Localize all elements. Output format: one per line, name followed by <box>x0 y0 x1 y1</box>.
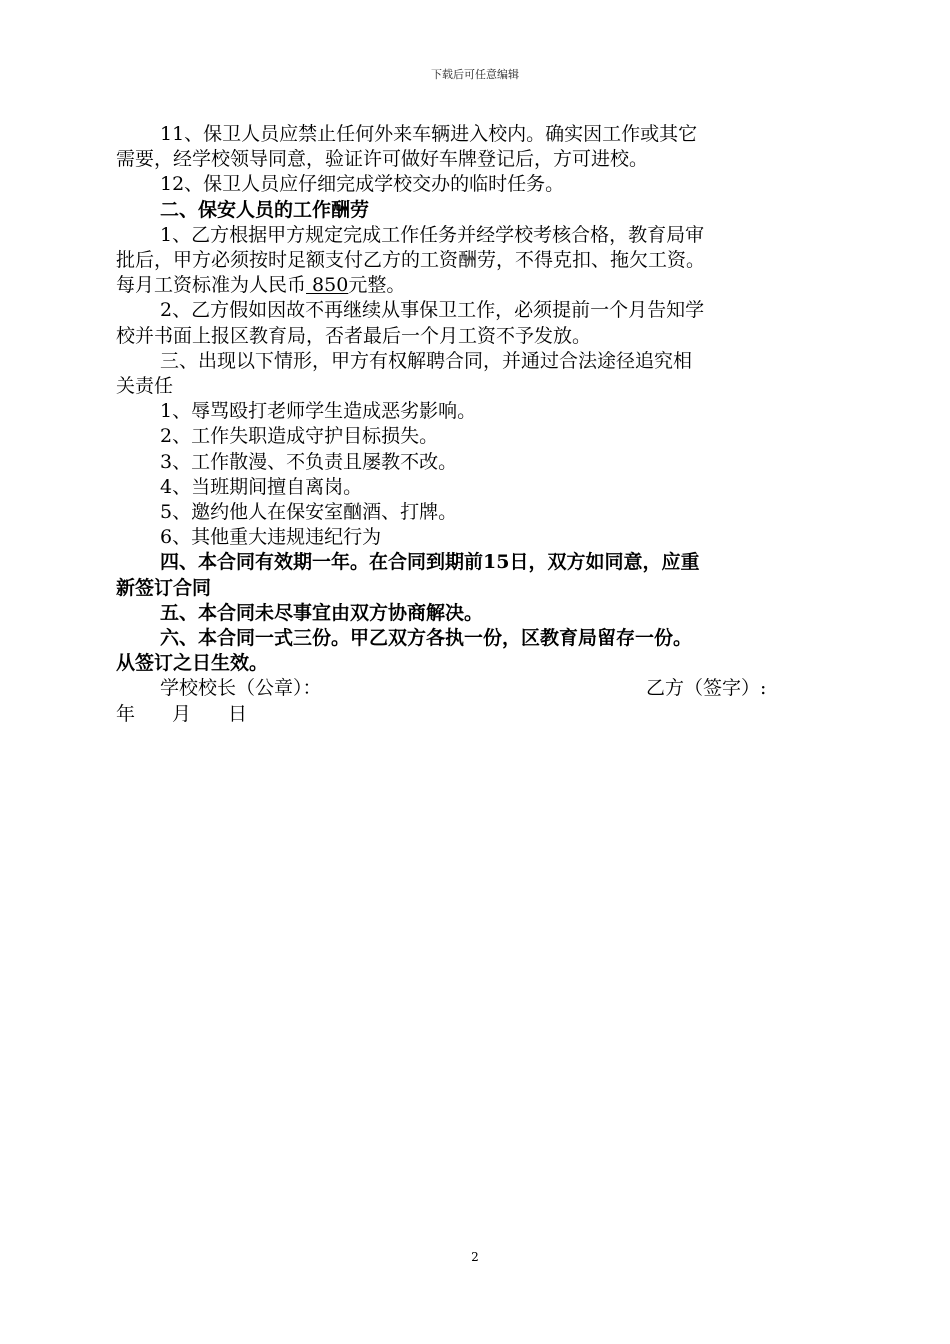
section-4-line-2: 新签订合同 <box>116 576 212 599</box>
section-3-item-1: 1、辱骂殴打老师学生造成恶劣影响。 <box>160 400 477 423</box>
section-3-item-6: 6、其他重大违规违纪行为 <box>160 526 382 549</box>
monthly-salary-line <box>116 273 836 298</box>
party-a-signature-label: 学校校长（公章）： <box>160 677 322 700</box>
month-label: 月 <box>172 702 192 725</box>
section-3-item-3: 3、工作散漫、不负责且屡教不改。 <box>160 450 458 473</box>
section-2-item-2-line-1: 2、乙方假如因故不再继续从事保卫工作，必须提前一个月告知学 <box>160 299 705 322</box>
page-number: 2 <box>471 1250 479 1264</box>
section-3-item-4: 4、当班期间擅自离岗。 <box>160 475 363 498</box>
year-label: 年 <box>116 702 136 725</box>
section-5: 五、本合同未尽事宜由双方协商解决。 <box>160 601 484 624</box>
clause-11-line-1: 11、保卫人员应禁止任何外来车辆进入校内。确实因工作或其它 <box>160 123 698 145</box>
section-4-line-1: 四、本合同有效期一年。在合同到期前15日，双方如同意，应重 <box>160 551 700 574</box>
section-6-line-1: 六、本合同一式三份。甲乙双方各执一份，区教育局留存一份。 <box>160 627 693 650</box>
section-6-line-2: 从签订之日生效。 <box>116 652 269 675</box>
signature-line <box>116 676 836 701</box>
document-body <box>116 122 836 727</box>
section-3-heading-line-1: 三、出现以下情形，甲方有权解聘合同，并通过合法途径追究相 <box>160 349 693 372</box>
party-b-signature-label: 乙方（签字）: <box>646 677 767 700</box>
day-label: 日 <box>228 702 248 725</box>
salary-label: 每月工资标准为人民币 <box>116 274 307 297</box>
clause-11-line-2: 需要，经学校领导同意，验证许可做好车牌登记后，方可进校。 <box>116 148 649 171</box>
section-2-heading: 二、保安人员的工作酬劳 <box>160 198 370 221</box>
page-header: 下载后可任意编辑 <box>431 68 519 81</box>
section-3-heading-line-2: 关责任 <box>116 375 174 398</box>
salary-amount: 850 <box>306 274 349 297</box>
section-2-item-1-line-2: 批后，甲方必须按时足额支付乙方的工资酬劳，不得克扣、拖欠工资。 <box>116 249 706 272</box>
section-2-item-1-line-1: 1、乙方根据甲方规定完成工作任务并经学校考核合格，教育局审 <box>160 223 705 246</box>
clause-12: 12、保卫人员应仔细完成学校交办的临时任务。 <box>160 173 565 196</box>
section-3-item-2: 2、工作失职造成守护目标损失。 <box>160 425 439 448</box>
salary-suffix: 元整。 <box>348 274 406 297</box>
section-2-item-2-line-2: 校并书面上报区教育局，否者最后一个月工资不予发放。 <box>116 324 592 347</box>
date-line <box>116 702 836 727</box>
section-3-item-5: 5、邀约他人在保安室酗酒、打牌。 <box>160 501 458 524</box>
